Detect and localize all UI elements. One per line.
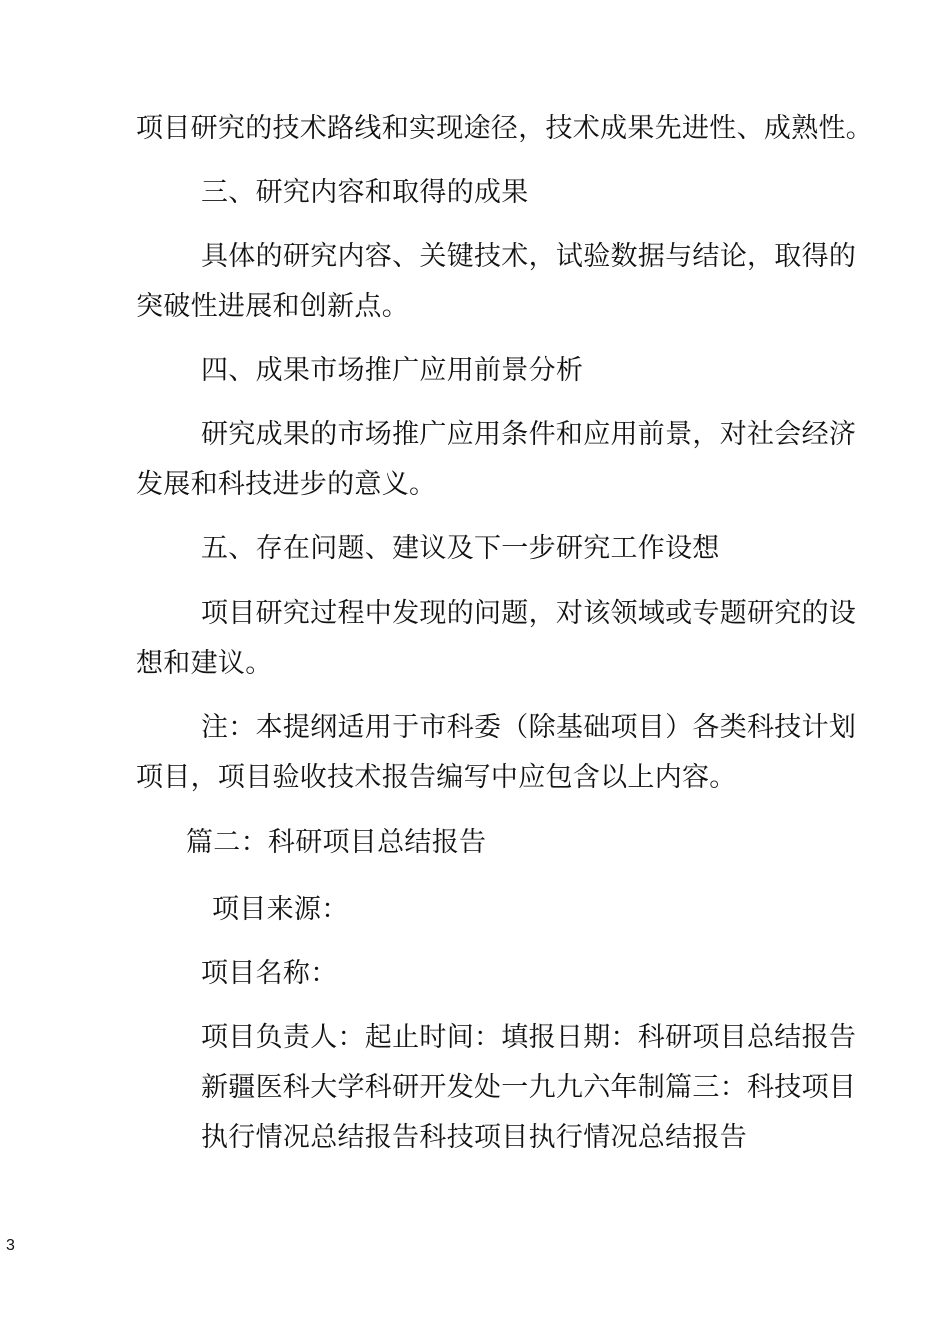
page-number: 3 <box>6 1237 15 1254</box>
body-line: 想和建议。 <box>136 648 273 679</box>
body-line: 项目研究过程中发现的问题，对该领域或专题研究的设 <box>201 598 857 629</box>
body-line: 执行情况总结报告科技项目执行情况总结报告 <box>201 1122 747 1153</box>
section-heading: 三、研究内容和取得的成果 <box>201 177 529 208</box>
article-heading: 篇二：科研项目总结报告 <box>186 827 487 858</box>
body-line: 研究成果的市场推广应用条件和应用前景，对社会经济 <box>201 419 857 450</box>
field-label: 项目来源： <box>212 894 349 925</box>
body-line: 新疆医科大学科研开发处一九九六年制篇三：科技项目 <box>201 1072 857 1103</box>
note-line: 项目，项目验收技术报告编写中应包含以上内容。 <box>136 762 737 793</box>
field-label: 项目名称： <box>201 958 338 989</box>
body-line: 项目负责人：起止时间：填报日期：科研项目总结报告 <box>201 1022 857 1053</box>
body-line: 突破性进展和创新点。 <box>136 291 409 322</box>
body-line: 发展和科技进步的意义。 <box>136 469 437 500</box>
section-heading: 五、存在问题、建议及下一步研究工作设想 <box>201 533 720 564</box>
note-line: 注：本提纲适用于市科委（除基础项目）各类科技计划 <box>201 712 857 743</box>
body-line: 项目研究的技术路线和实现途径，技术成果先进性、成熟性。 <box>136 113 874 144</box>
body-line: 具体的研究内容、关键技术，试验数据与结论，取得的 <box>201 241 857 272</box>
section-heading: 四、成果市场推广应用前景分析 <box>201 355 584 386</box>
